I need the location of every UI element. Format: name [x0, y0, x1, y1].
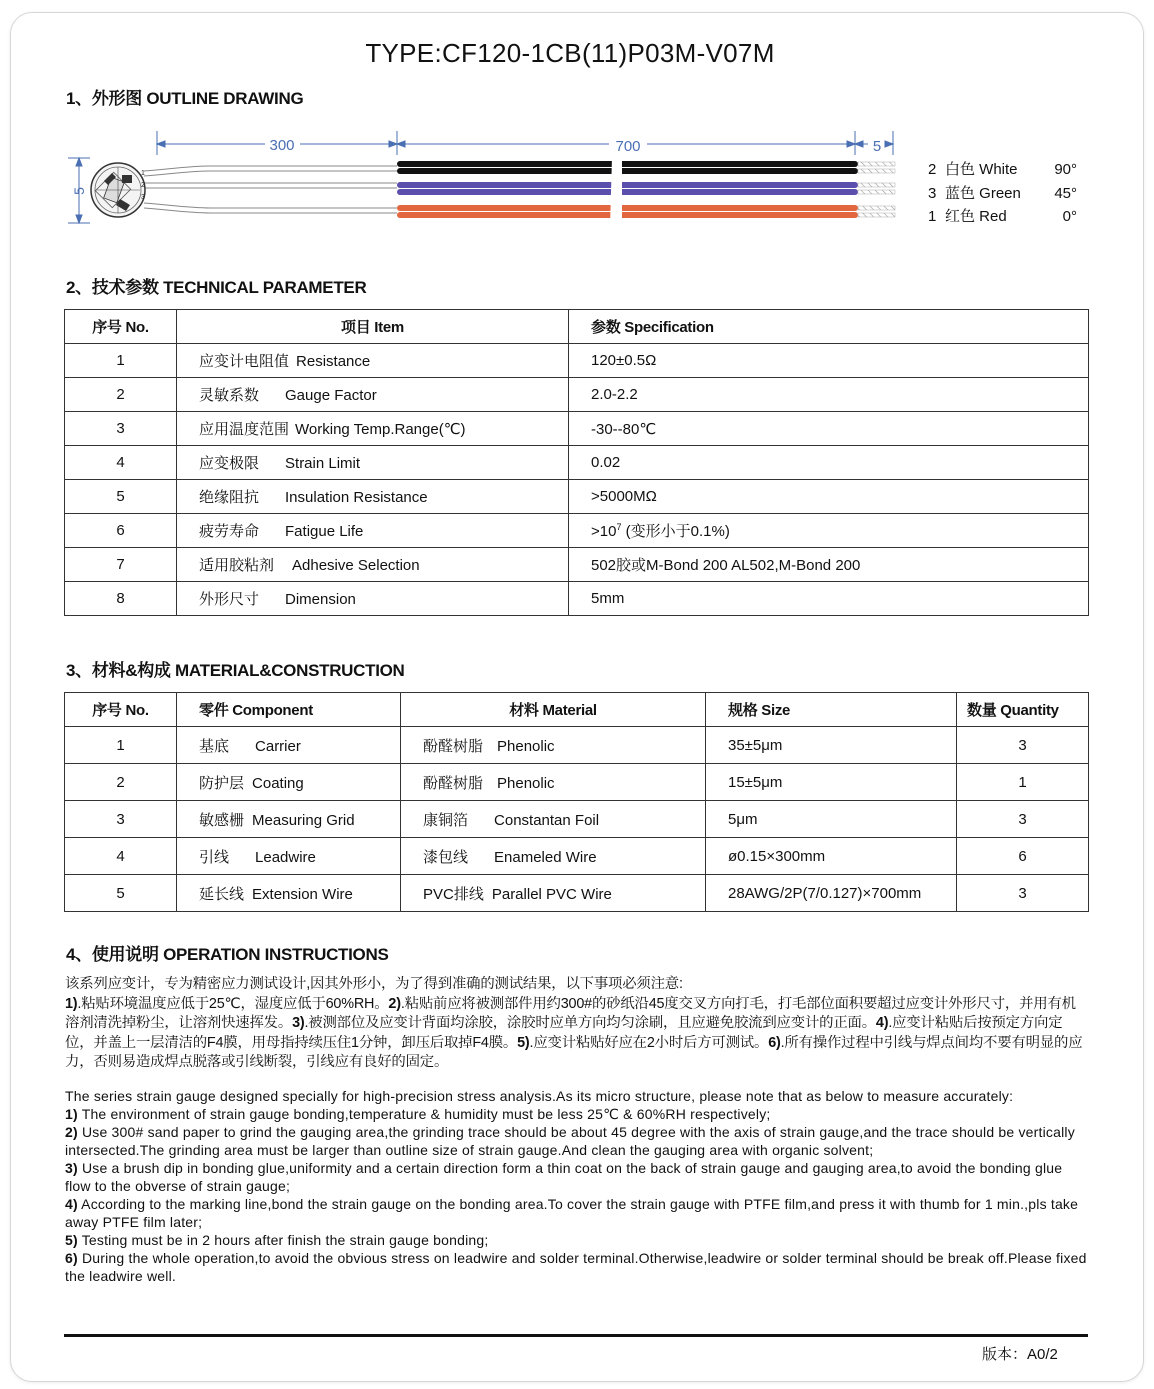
en-intro: The series strain gauge designed specially for high-precision stress analysis.As its micro structure, please note that as below to measure accurately:	[65, 1088, 1014, 1104]
table-row	[65, 838, 1089, 875]
row-no: 6	[65, 514, 177, 548]
dim-300-label: 300	[269, 137, 295, 154]
wire-label-red	[928, 205, 1077, 226]
component-cn: 基底	[199, 737, 230, 755]
wire-number: 3	[928, 185, 937, 202]
row-material	[401, 875, 706, 912]
item-cn: 外形尺寸	[199, 591, 260, 608]
item-en: Fatigue Life	[285, 523, 364, 540]
cn-intro: 该系列应变计，专为精密应力测试设计,因其外形小，为了得到准确的测试结果，以下事项必须注意:	[65, 976, 683, 992]
component-en: Coating	[252, 774, 304, 792]
row-no: 4	[65, 838, 177, 875]
table-row	[65, 514, 1089, 548]
header-item: 项目 Item	[177, 310, 569, 344]
wire-number: 2	[928, 161, 937, 178]
en-item: 5) Testing must be in 2 hours after finish the strain gauge bonding;	[65, 1232, 489, 1248]
wire-blue-a	[397, 182, 858, 188]
english-instructions	[65, 1087, 1090, 1285]
row-spec: 5mm	[569, 582, 1089, 616]
row-no: 3	[65, 801, 177, 838]
footer-divider	[64, 1334, 1088, 1337]
component-en: Extension Wire	[252, 885, 353, 903]
table-row	[65, 480, 1089, 514]
row-quantity: 3	[957, 875, 1089, 912]
table-row	[65, 548, 1089, 582]
table-row	[65, 446, 1089, 480]
row-no: 1	[65, 344, 177, 378]
table-row	[65, 412, 1089, 446]
item-cn: 应变计电阻值	[199, 353, 290, 370]
technical-parameter-table	[64, 309, 1089, 616]
wire-angle: 45°	[1054, 185, 1077, 202]
dim-diameter-label: 5	[71, 187, 87, 195]
component-en: Leadwire	[255, 848, 316, 866]
dim-5-label: 5	[872, 138, 882, 155]
item-cn: 应变极限	[199, 455, 260, 472]
header-component: 零件 Component	[177, 693, 401, 727]
row-item	[177, 344, 569, 378]
component-en: Carrier	[255, 737, 301, 755]
dim-700-label: 700	[615, 138, 641, 155]
header-size: 规格 Size	[706, 693, 957, 727]
table-row	[65, 727, 1089, 764]
en-item: 3) Use a brush dip in bonding glue,uniformity and a certain direction form a thin coat on the back of strain gauge and gauging area,to avoid the bonding glue flow to the obverse of strain gauge;	[65, 1160, 1063, 1194]
row-spec: 502胶或M-Bond 200 AL502,M-Bond 200	[569, 548, 1089, 582]
header-specification: 参数 Specification	[569, 310, 1089, 344]
table-row	[65, 378, 1089, 412]
wire-number: 1	[928, 208, 937, 225]
version-label: 版本：A0/2	[982, 1346, 1058, 1363]
spec-base: >10	[591, 523, 617, 540]
row-item	[177, 480, 569, 514]
component-cn: 敏感栅	[199, 811, 245, 829]
row-component	[177, 801, 401, 838]
item-cn: 灵敏系数	[199, 387, 260, 404]
row-no: 8	[65, 582, 177, 616]
component-cn: 引线	[199, 848, 230, 866]
row-quantity: 1	[957, 764, 1089, 801]
wire-name: 白色 White	[945, 161, 1018, 178]
row-spec: >5000MΩ	[569, 480, 1089, 514]
chinese-instructions	[65, 975, 1090, 1073]
item-en: Working Temp.Range(℃)	[295, 421, 466, 438]
item-en: Dimension	[285, 591, 356, 608]
en-item: 4) According to the marking line,bond the strain gauge on the bonding area.To cover the strain gauge with PTFE film,and press it with thumb for 1 min.,pls take away PTFE film later;	[65, 1196, 1079, 1230]
row-size: ø0.15×300mm	[706, 838, 957, 875]
material-en: Phenolic	[497, 774, 555, 792]
item-en: Strain Limit	[285, 455, 361, 472]
item-cn: 适用胶粘剂	[199, 557, 275, 574]
wire-black-a	[397, 161, 858, 167]
wire-label-green	[928, 182, 1077, 203]
row-spec: 120±0.5Ω	[569, 344, 1089, 378]
spec-exponent: 7	[616, 522, 622, 532]
row-size: 35±5μm	[706, 727, 957, 764]
row-quantity: 3	[957, 801, 1089, 838]
header-no: 序号 No.	[65, 693, 177, 727]
pad-label-1: 1	[141, 170, 145, 177]
section-outline-title: 1、外形图 OUTLINE DRAWING	[66, 89, 304, 108]
component-en: Measuring Grid	[252, 811, 355, 829]
row-quantity: 3	[957, 727, 1089, 764]
section-technical-title: 2、技术参数 TECHNICAL PARAMETER	[66, 278, 367, 297]
material-en: Phenolic	[497, 737, 555, 755]
item-cn: 疲劳寿命	[199, 523, 260, 540]
header-no: 序号 No.	[65, 310, 177, 344]
row-no: 5	[65, 480, 177, 514]
wire-angle: 90°	[1054, 161, 1077, 178]
row-component	[177, 764, 401, 801]
row-no: 1	[65, 727, 177, 764]
item-cn: 应用温度范围	[199, 421, 290, 438]
en-item: 1) The environment of strain gauge bonding,temperature & humidity must be less 25℃ & 60%RH respectively;	[65, 1106, 771, 1122]
stripped-ends	[858, 162, 895, 217]
pad-label-2: 2	[141, 182, 145, 189]
item-en: Insulation Resistance	[285, 489, 428, 506]
row-item	[177, 378, 569, 412]
material-en: Constantan Foil	[494, 811, 600, 829]
wire-red-a	[397, 205, 858, 211]
gauge-rosette	[91, 163, 145, 217]
row-spec: 2.0-2.2	[569, 378, 1089, 412]
row-material	[401, 727, 706, 764]
row-spec	[569, 514, 1089, 548]
table-header-row	[65, 310, 1089, 344]
material-en: Enameled Wire	[494, 848, 597, 866]
material-cn: PVC排线	[423, 885, 484, 903]
row-component	[177, 727, 401, 764]
wire-angle: 0°	[1062, 208, 1077, 225]
wire-name: 红色 Red	[945, 208, 1007, 225]
row-item	[177, 548, 569, 582]
row-item	[177, 412, 569, 446]
row-no: 2	[65, 378, 177, 412]
row-material	[401, 764, 706, 801]
row-spec: -30--80℃	[569, 412, 1089, 446]
cn-body: 1).粘贴环境温度应低于25℃，湿度应低于60%RH。2).粘贴前应将被测部件用约300#的砂纸沿45度交叉方向打毛，打毛部位面积要超过应变计外形尺寸，并用有机溶剂清洗掉粉尘，让溶剂快速挥发。3).被测部位及应变计背面均涂胶，涂胶时应单方向均匀涂刷，且应避免胶流到应变计的正面。4).应变计粘贴后按预定方向定位，并盖上一层清洁的F4膜，用母指持续压住1分钟，卸压后取掉F4膜。5).应变计粘贴好应在2小时后方可测试。6).所有操作过程中引线与焊点间均不要有明显的应力，否则易造成焊点脱落或引线断裂，引线应有良好的固定。	[65, 995, 1083, 1070]
material-cn: 漆包线	[423, 848, 469, 866]
wire-black-b	[397, 168, 858, 174]
row-size: 28AWG/2P(7/0.127)×700mm	[706, 875, 957, 912]
row-component	[177, 875, 401, 912]
leadwires	[144, 166, 397, 213]
material-cn: 康铜箔	[423, 811, 469, 829]
row-quantity: 6	[957, 838, 1089, 875]
material-cn: 酚醛树脂	[423, 737, 484, 755]
row-item	[177, 582, 569, 616]
section-operation-title: 4、使用说明 OPERATION INSTRUCTIONS	[66, 945, 389, 964]
spec-note: (变形小于0.1%)	[621, 523, 730, 540]
extension-wires	[397, 161, 858, 218]
en-item: 2) Use 300# sand paper to grind the gauging area,the grinding trace should be about 45 degree with the axis of strain gauge,and the trace should be vertically intersected.The grinding area must be larger than outline size of strain gauge.And clean the gauging area with organic solvent;	[65, 1124, 1075, 1158]
row-no: 4	[65, 446, 177, 480]
row-component	[177, 838, 401, 875]
row-material	[401, 838, 706, 875]
pad-label-3: 3	[141, 194, 145, 201]
item-en: Adhesive Selection	[292, 557, 420, 574]
wire-blue-b	[397, 189, 858, 195]
item-en: Resistance	[296, 353, 371, 370]
row-size: 5μm	[706, 801, 957, 838]
wire-label-white	[928, 158, 1077, 179]
table-row	[65, 582, 1089, 616]
table-row	[65, 801, 1089, 838]
row-no: 3	[65, 412, 177, 446]
row-no: 5	[65, 875, 177, 912]
row-spec: 0.02	[569, 446, 1089, 480]
row-item	[177, 446, 569, 480]
row-no: 7	[65, 548, 177, 582]
section-material-title: 3、材料&构成 MATERIAL&CONSTRUCTION	[66, 661, 405, 680]
row-size: 15±5μm	[706, 764, 957, 801]
item-cn: 绝缘阻抗	[199, 489, 260, 506]
material-cn: 酚醛树脂	[423, 774, 484, 792]
row-no: 2	[65, 764, 177, 801]
table-row	[65, 875, 1089, 912]
table-row	[65, 764, 1089, 801]
row-material	[401, 801, 706, 838]
header-quantity: 数量 Quantity	[957, 693, 1089, 727]
wire-name: 蓝色 Green	[945, 185, 1021, 202]
document-title: TYPE:CF120-1CB(11)P03M-V07M	[365, 38, 775, 68]
row-item	[177, 514, 569, 548]
material-en: Parallel PVC Wire	[491, 885, 612, 903]
item-en: Gauge Factor	[285, 387, 377, 404]
table-row	[65, 344, 1089, 378]
header-material: 材料 Material	[401, 693, 706, 727]
wire-red-b	[397, 212, 858, 218]
component-cn: 防护层	[199, 774, 245, 792]
component-cn: 延长线	[199, 885, 245, 903]
en-item: 6) During the whole operation,to avoid the obvious stress on leadwire and solder terminal.Otherwise,leadwire or solder terminal should be break off.Please fixed the leadwire well.	[65, 1250, 1087, 1284]
material-construction-table	[64, 692, 1089, 912]
outline-drawing	[60, 125, 910, 235]
table-header-row	[65, 693, 1089, 727]
